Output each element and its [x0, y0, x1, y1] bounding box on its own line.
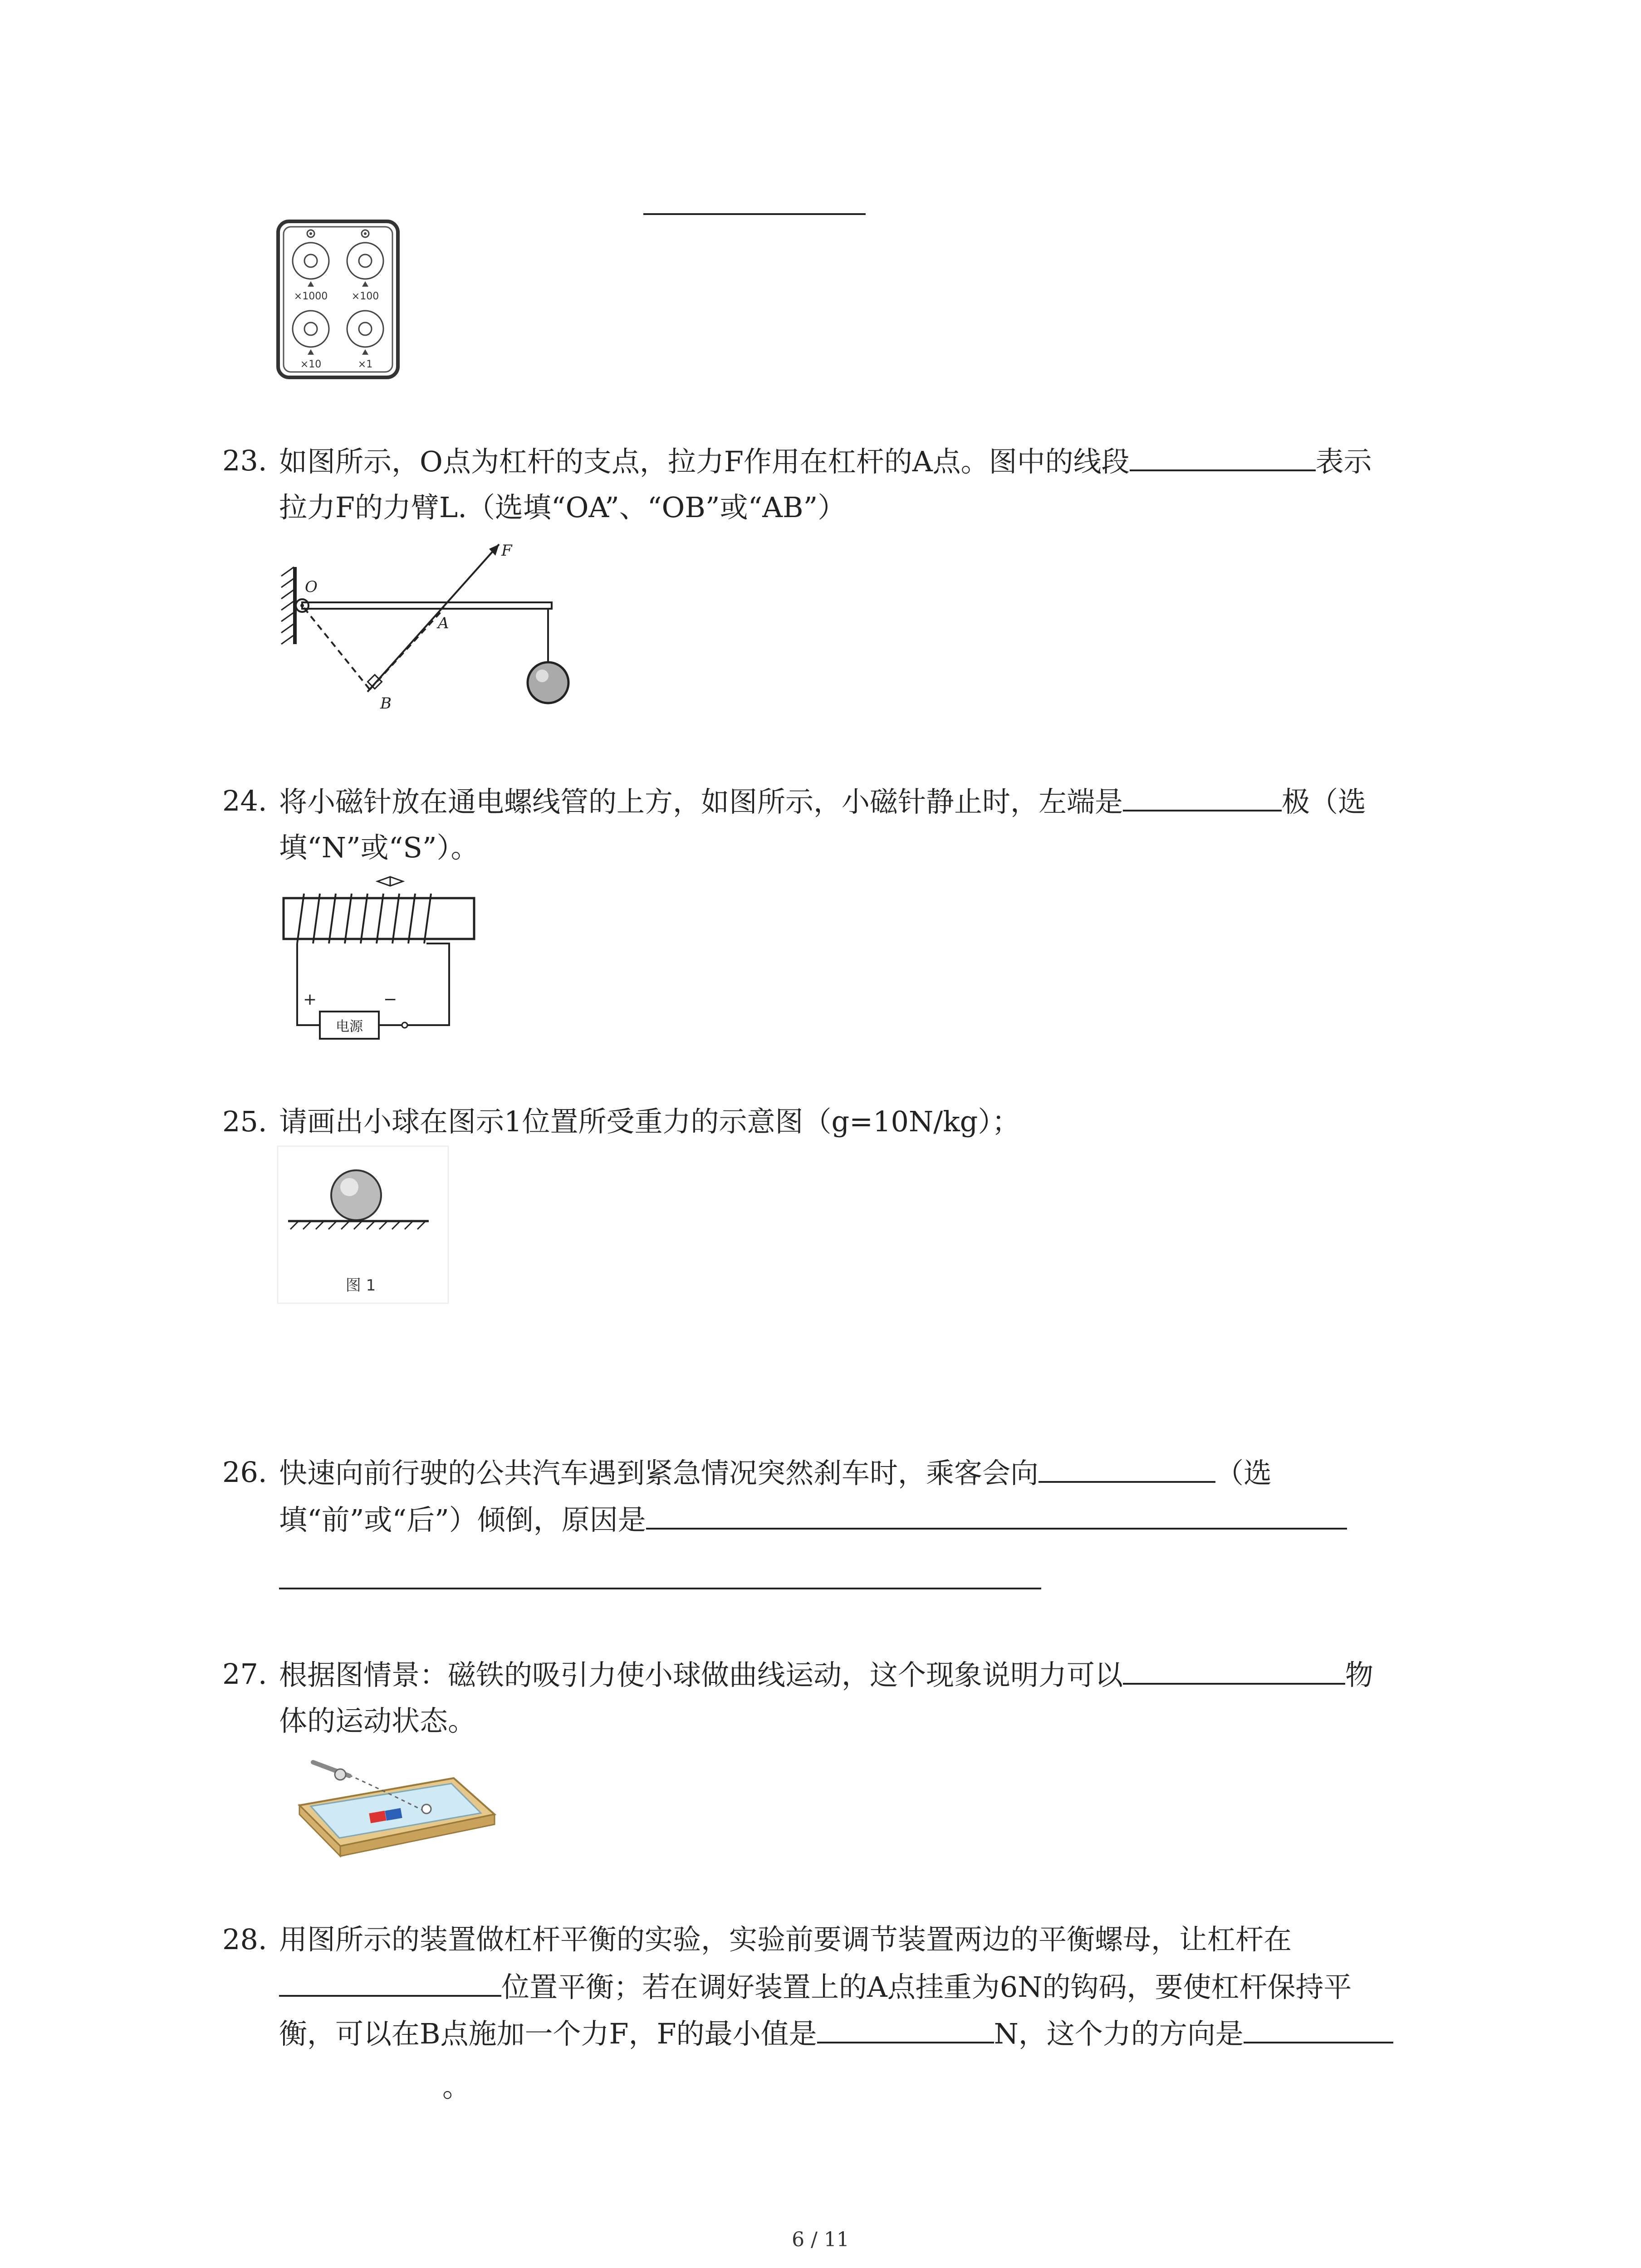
q27-line1 [279, 1660, 1373, 1689]
q26-text-b: （选 [1215, 1457, 1272, 1490]
dial-label-1000: ×1000 [294, 291, 328, 302]
q28-line1: 用图所示的装置做杠杆平衡的实验，实验前要调节装置两边的平衡螺母，让杠杆在 [279, 1923, 1292, 1956]
q24-text-b: 极（选 [1282, 785, 1367, 818]
dial-label-100: ×100 [351, 291, 379, 302]
resistance-box-figure [274, 218, 402, 381]
q28-answer-blank-1[interactable] [279, 1972, 501, 1997]
q28-line3 [279, 2019, 1393, 2048]
q23-answer-blank[interactable] [1130, 447, 1316, 471]
lever-label-o: O [305, 578, 318, 596]
q24-line1 [279, 787, 1366, 816]
q26-text-c: 填“前”或“后”）倾倒，原因是 [279, 1503, 646, 1536]
q28-answer-blank-2[interactable] [817, 2019, 994, 2043]
q26-answer-blank-2[interactable] [646, 1505, 1347, 1530]
q24-line2: 填“N”或“S”）。 [279, 831, 479, 864]
q27-answer-blank[interactable] [1123, 1660, 1345, 1685]
q25-line1: 请画出小球在图示1位置所受重力的示意图（g=10N/kg）； [279, 1105, 1020, 1138]
lever-label-f: F [501, 542, 512, 560]
minus-sign: − [383, 990, 397, 1009]
q28-number: 28. [222, 1923, 267, 1956]
q24-text-a: 将小磁针放在通电螺线管的上方，如图所示，小磁针静止时，左端是 [279, 785, 1123, 818]
q23-text-b: 表示 [1315, 445, 1372, 478]
q23-text-a: 如图所示，O点为杠杆的支点，拉力F作用在杠杆的A点。图中的线段 [279, 445, 1130, 478]
solenoid-figure [277, 869, 495, 1050]
q28-answer-blank-3[interactable] [1244, 2019, 1393, 2043]
q26-answer-blank-1[interactable] [1038, 1458, 1215, 1483]
q28-text-c: N，这个力的方向是 [994, 2017, 1244, 2050]
figure-caption: 图 1 [345, 1276, 376, 1295]
q24-number: 24. [222, 784, 267, 817]
q26-answer-blank-3[interactable] [279, 1588, 1041, 1589]
q27-number: 27. [222, 1657, 267, 1691]
q26-line1 [279, 1457, 1272, 1490]
lever-label-a: A [438, 614, 449, 632]
q27-line2: 体的运动状态。 [279, 1704, 476, 1737]
plus-sign: + [303, 990, 317, 1009]
q28-text-a: 位置平衡；若在调好装置上的A点挂重为6N的钩码，要使杠杆保持平 [501, 1970, 1352, 2004]
q26-line2 [279, 1505, 1347, 1534]
dial-label-1: ×1 [358, 359, 373, 370]
q25-number: 25. [222, 1105, 267, 1138]
lever-label-b: B [380, 694, 392, 713]
q28-text-b: 衡，可以在B点施加一个力F，F的最小值是 [279, 2017, 817, 2050]
q23-line1 [279, 447, 1372, 476]
q23-number: 23. [222, 444, 267, 477]
q28-line2 [279, 1970, 1352, 2004]
q23-line2: 拉力F的力臂L.（选填“OA”、“OB”或“AB”） [279, 491, 846, 524]
lever-figure [272, 535, 590, 717]
page-number: 6 / 11 [792, 2228, 849, 2251]
q27-text-b: 物 [1345, 1658, 1374, 1691]
q26-number: 26. [222, 1456, 267, 1489]
q27-text-a: 根据图情景：磁铁的吸引力使小球做曲线运动，这个现象说明力可以 [279, 1658, 1123, 1691]
q26-text-a: 快速向前行驶的公共汽车遇到紧急情况突然刹车时，乘客会向 [279, 1457, 1039, 1490]
ball-on-ground-figure [277, 1145, 449, 1304]
dial-label-10: ×10 [300, 359, 322, 370]
q24-answer-blank[interactable] [1123, 787, 1282, 811]
power-supply-label: 电源 [336, 1019, 363, 1035]
q28-line4: 。 [442, 2070, 471, 2103]
top-answer-blank[interactable] [643, 213, 866, 215]
magnet-tray-figure [286, 1751, 504, 1869]
